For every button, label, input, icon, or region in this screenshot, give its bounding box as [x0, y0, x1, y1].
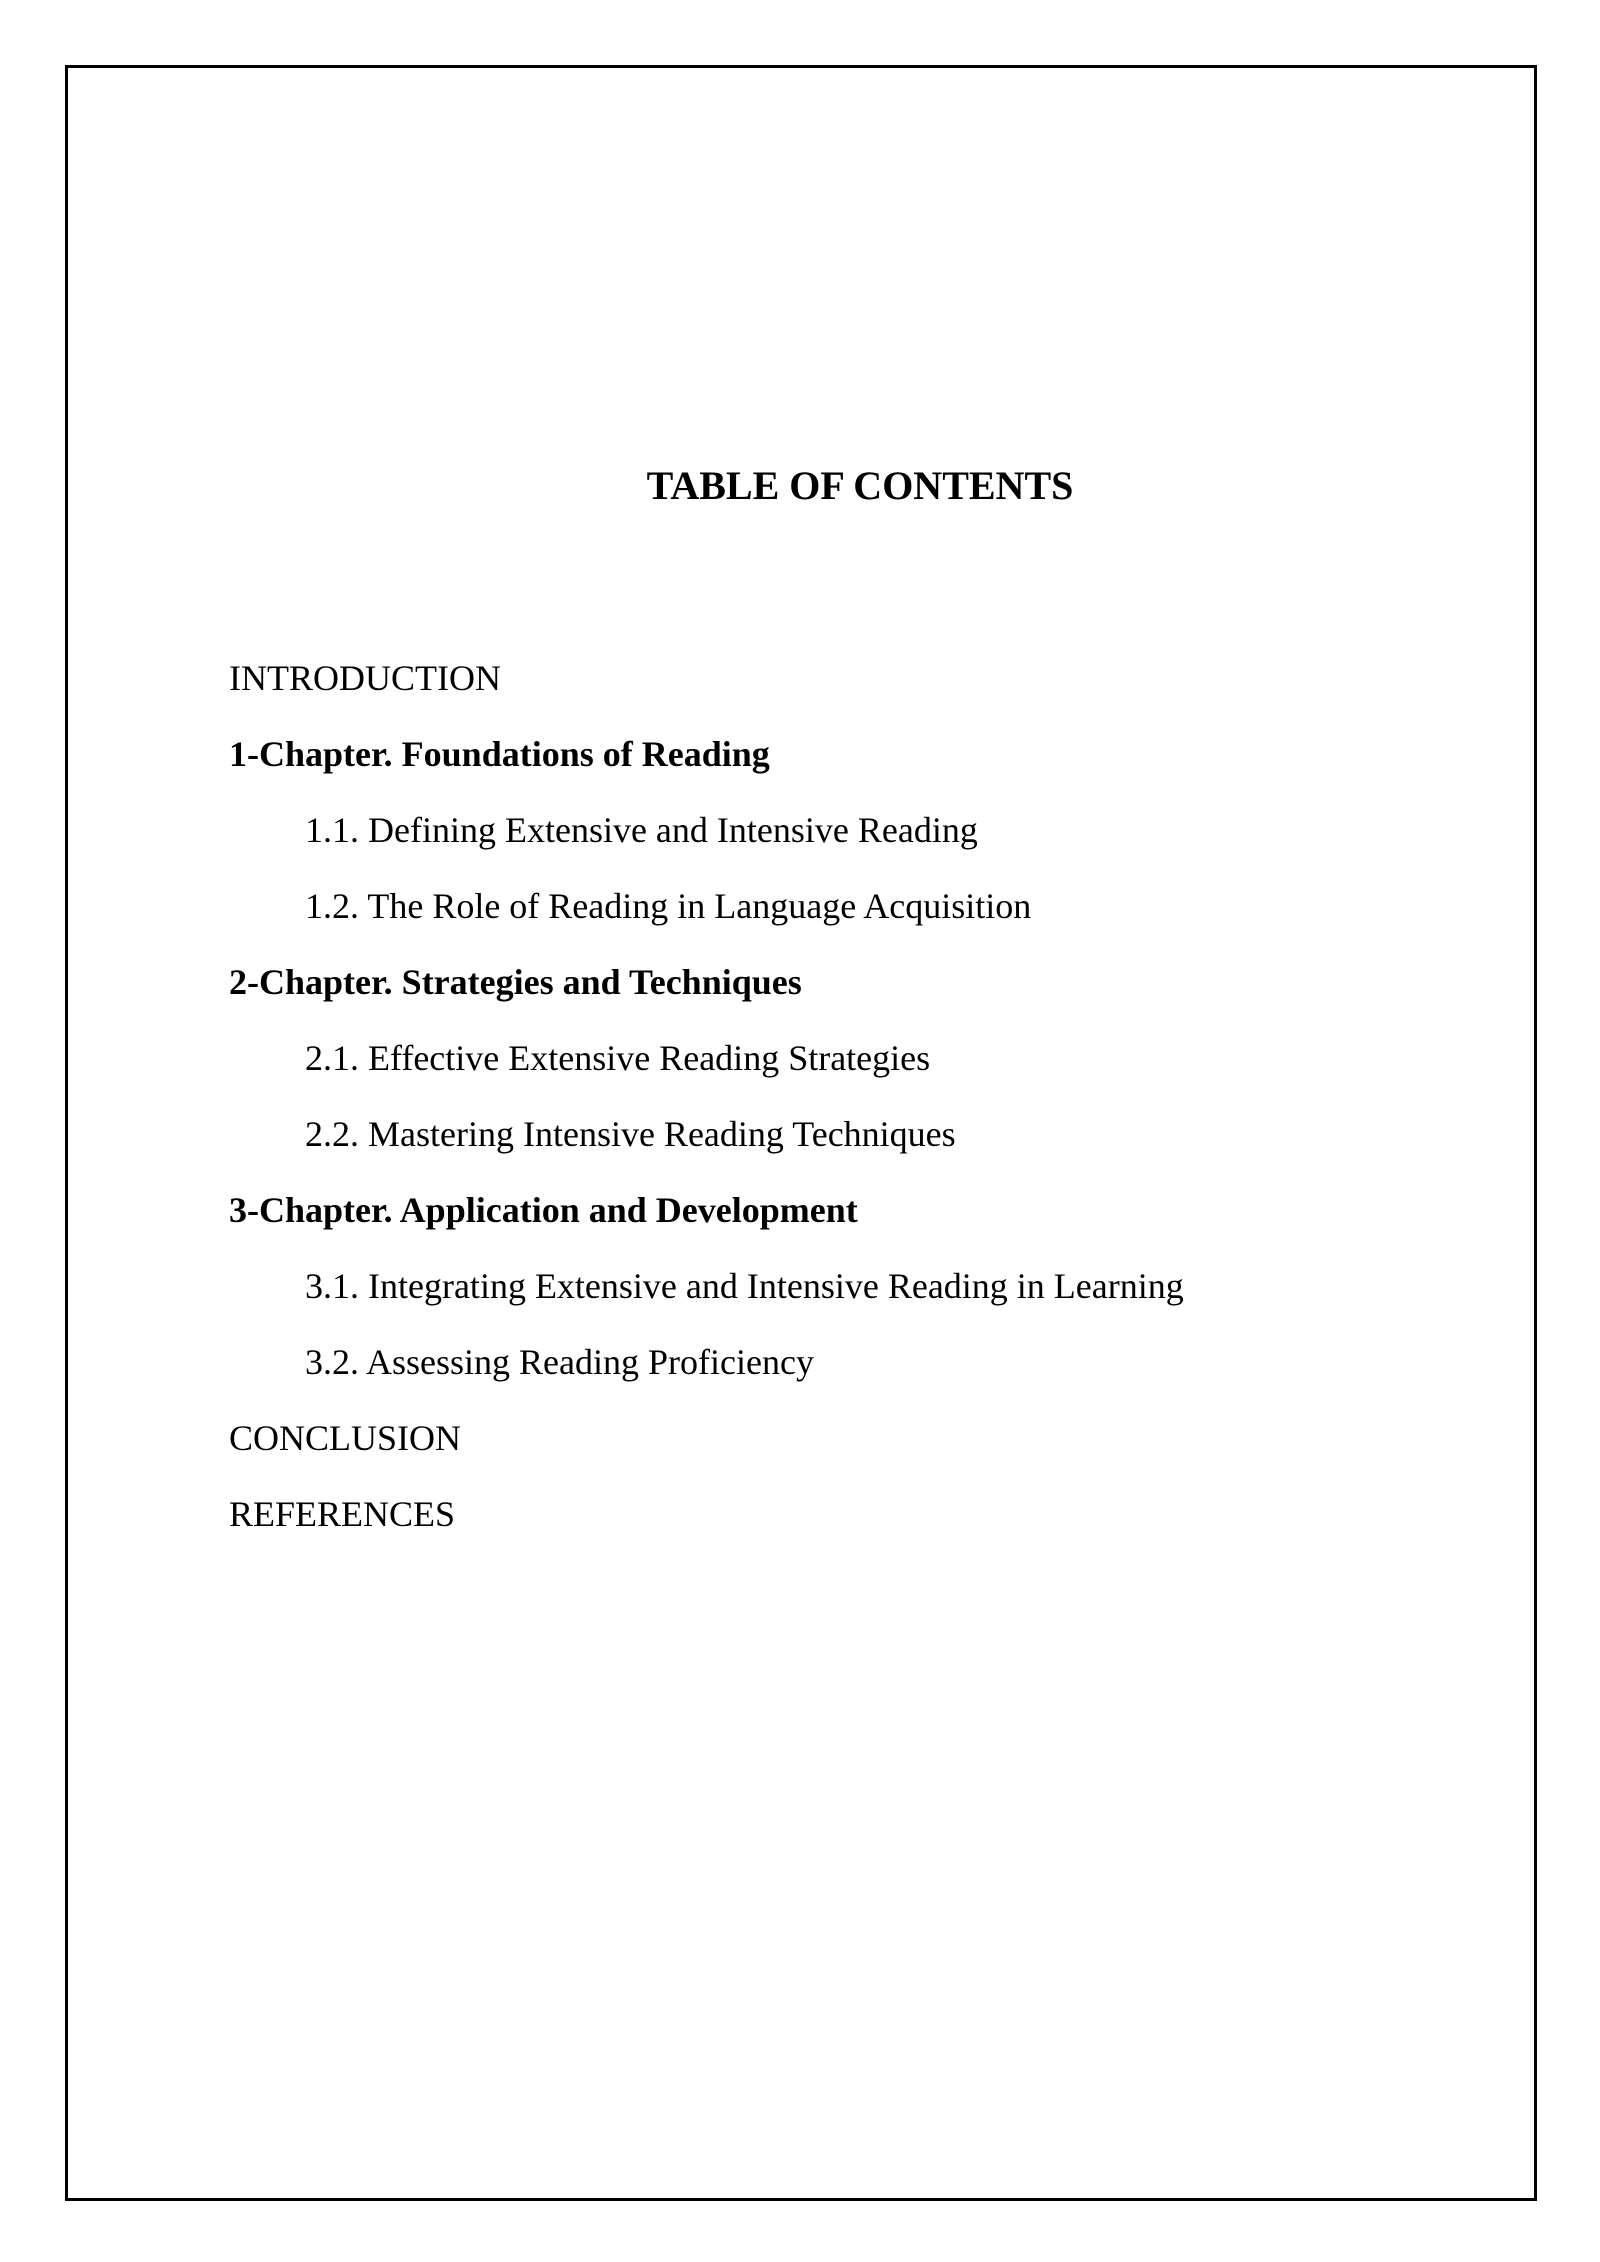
toc-chapter-3: 3-Chapter. Application and Development: [229, 1190, 858, 1230]
toc-list: [229, 640, 1184, 1552]
toc-section-2-1: 2.1. Effective Extensive Reading Strategies: [305, 1038, 931, 1078]
toc-entry-references: REFERENCES: [229, 1494, 456, 1534]
toc-section-1-2: 1.2. The Role of Reading in Language Acquisition: [305, 886, 1032, 926]
toc-entry-introduction: INTRODUCTION: [229, 658, 501, 698]
page-title: TABLE OF CONTENTS: [646, 463, 1074, 508]
toc-chapter-1: 1-Chapter. Foundations of Reading: [229, 734, 770, 774]
toc-section-1-1: 1.1. Defining Extensive and Intensive Reading: [305, 810, 978, 850]
toc-chapter-2: 2-Chapter. Strategies and Techniques: [229, 962, 802, 1002]
toc-section-3-1: 3.1. Integrating Extensive and Intensive Reading in Learning: [305, 1266, 1184, 1306]
toc-section-3-2: 3.2. Assessing Reading Proficiency: [305, 1342, 814, 1382]
toc-entry-conclusion: CONCLUSION: [229, 1418, 462, 1458]
toc-section-2-2: 2.2. Mastering Intensive Reading Techniques: [305, 1114, 956, 1154]
